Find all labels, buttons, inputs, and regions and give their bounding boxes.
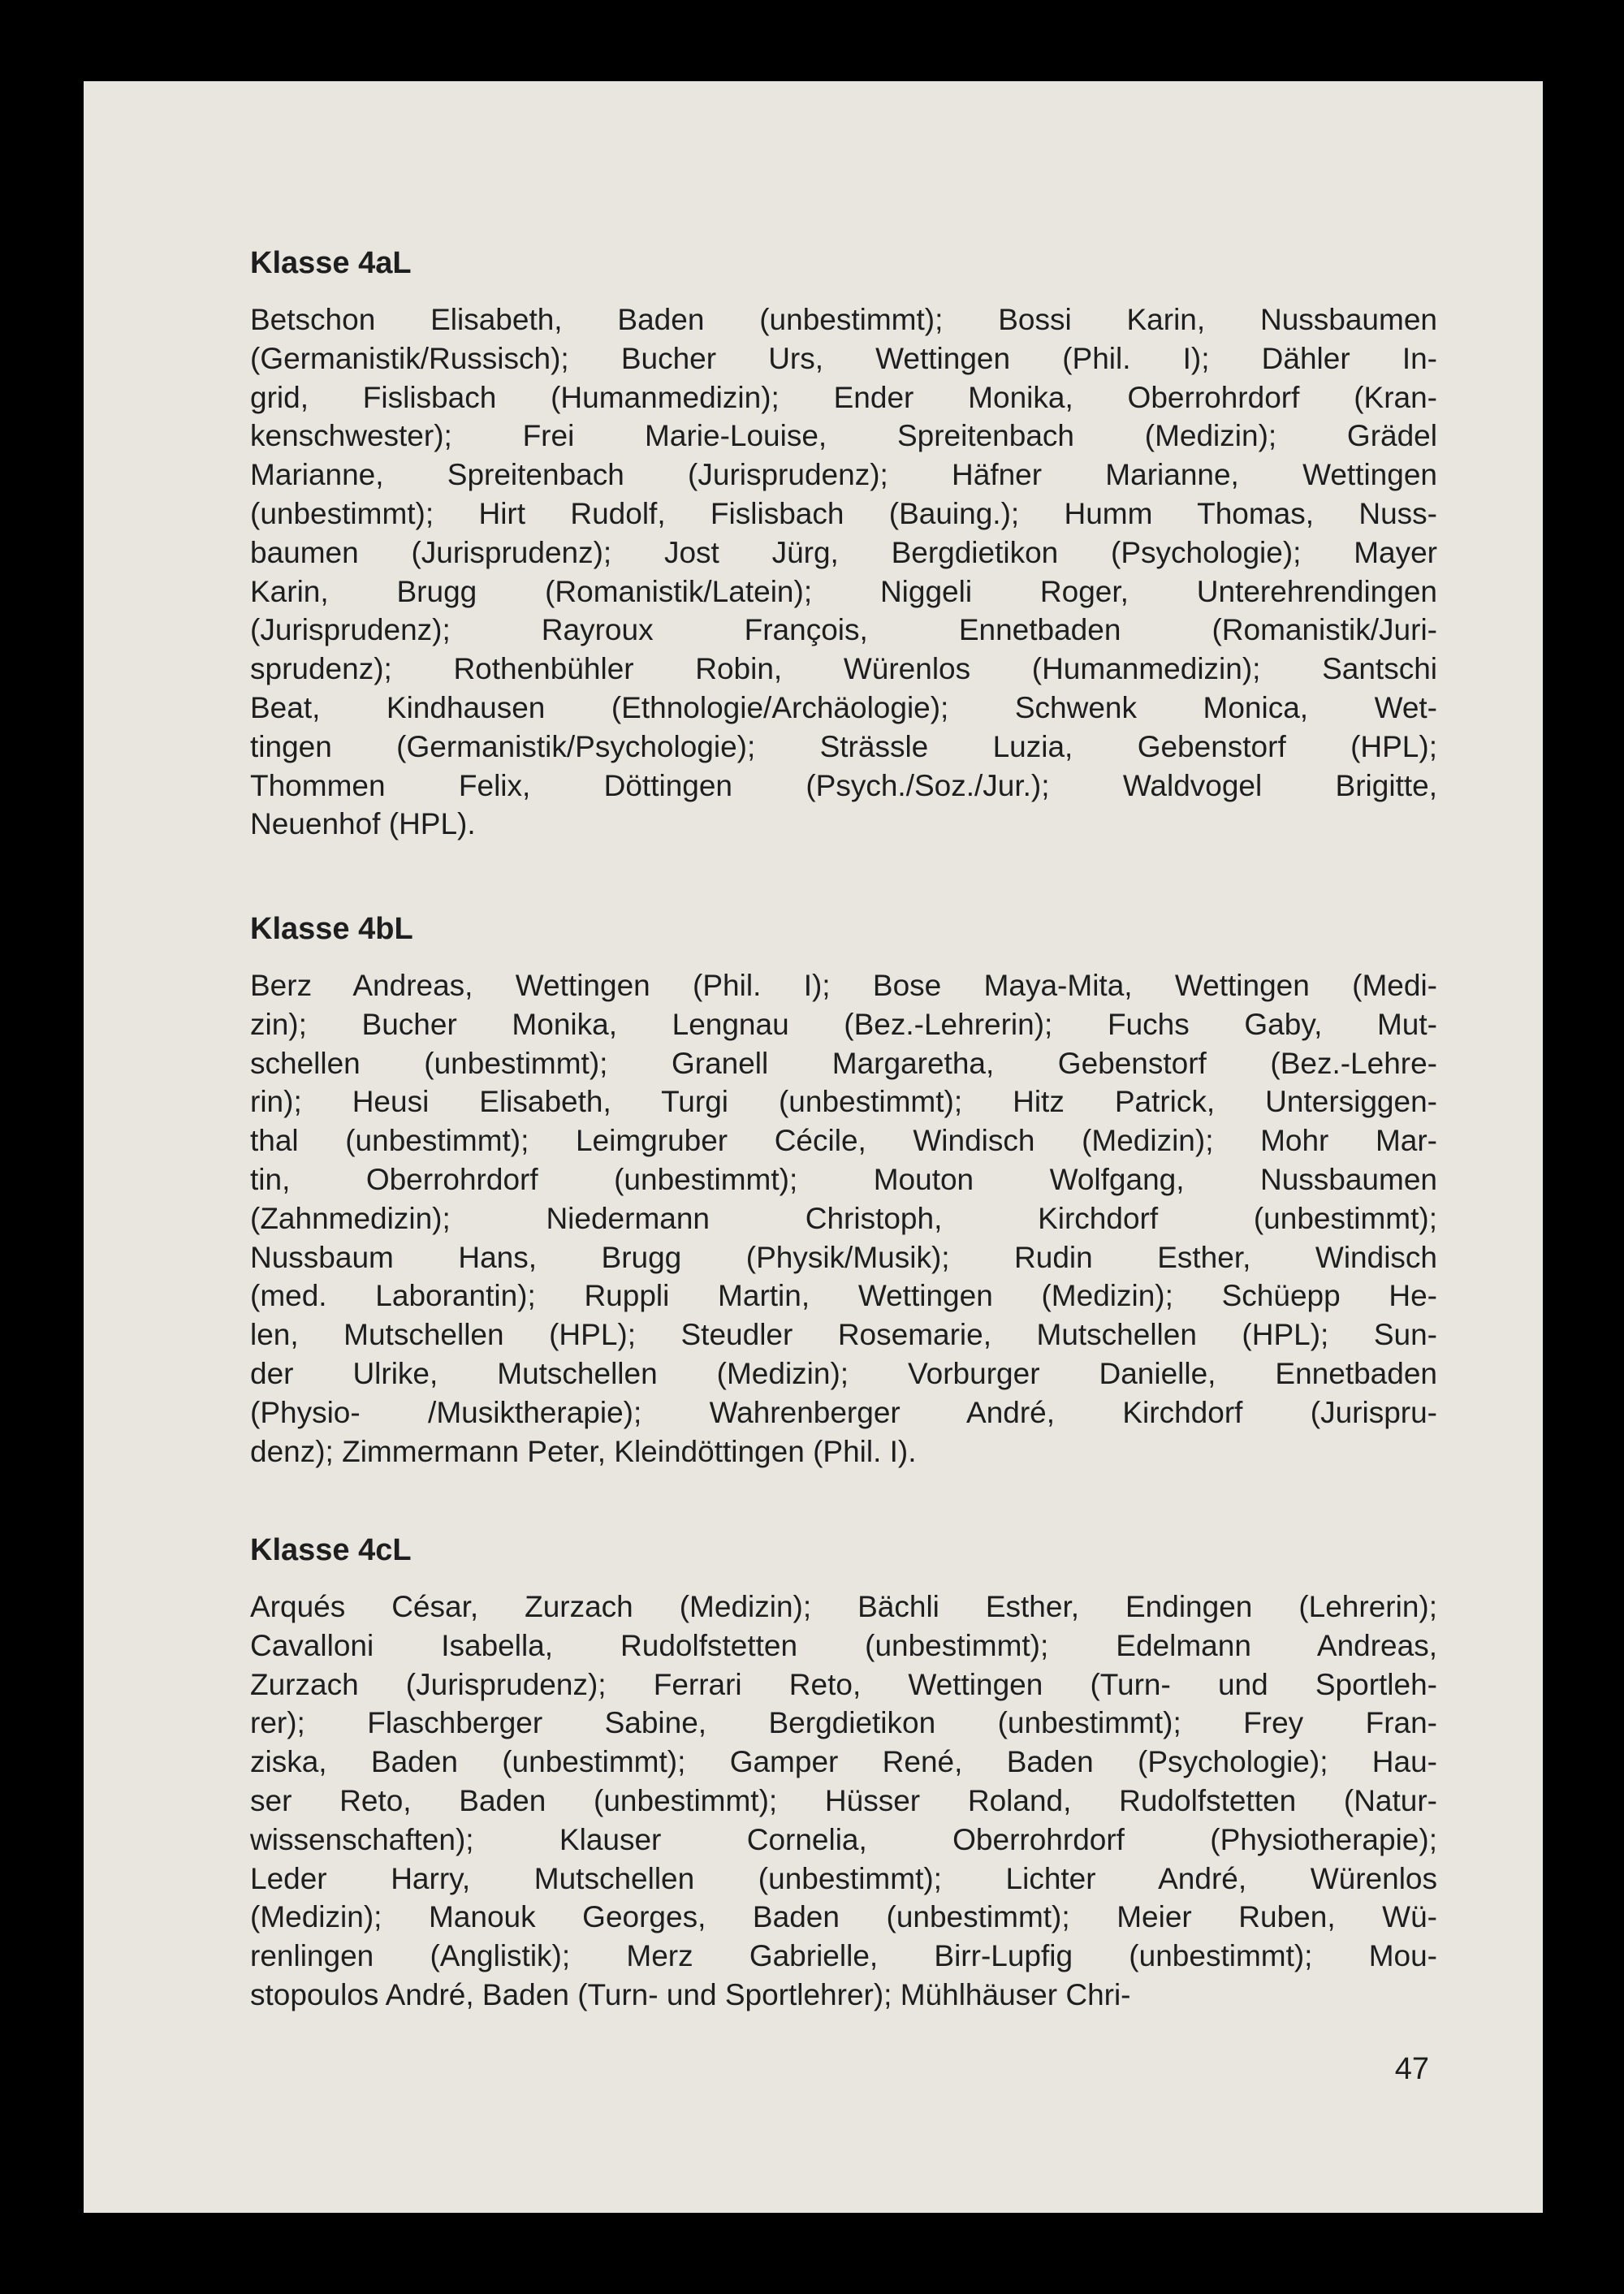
- body-line: rin); Heusi Elisabeth, Turgi (unbestimmt); Hitz Patrick, Untersiggen-: [250, 1085, 1437, 1119]
- section-body-klasse-4bl: [250, 966, 1437, 1471]
- body-line: Neuenhof (HPL).: [250, 807, 476, 841]
- body-line: der Ulrike, Mutschellen (Medizin); Vorburger Danielle, Ennetbaden: [250, 1356, 1437, 1390]
- body-line: denz); Zimmermann Peter, Kleindöttingen (Phil. I).: [250, 1434, 917, 1468]
- body-line: Beat, Kindhausen (Ethnologie/Archäologie); Schwenk Monica, Wet-: [250, 690, 1437, 724]
- body-line: Marianne, Spreitenbach (Jurisprudenz); Häfner Marianne, Wettingen: [250, 458, 1437, 492]
- heading-klasse-4bl: Klasse 4bL: [250, 912, 413, 946]
- body-line: sprudenz); Rothenbühler Robin, Würenlos (Humanmedizin); Santschi: [250, 652, 1437, 686]
- body-line: grid, Fislisbach (Humanmedizin); Ender Monika, Oberrohrdorf (Kran-: [250, 380, 1437, 414]
- body-line: Zurzach (Jurisprudenz); Ferrari Reto, Wettingen (Turn- und Sportleh-: [250, 1667, 1437, 1701]
- body-line: Berz Andreas, Wettingen (Phil. I); Bose Maya-Mita, Wettingen (Medi-: [250, 969, 1437, 1002]
- body-line: ser Reto, Baden (unbestimmt); Hüsser Roland, Rudolfstetten (Natur-: [250, 1783, 1437, 1817]
- body-line: len, Mutschellen (HPL); Steudler Rosemarie, Mutschellen (HPL); Sun-: [250, 1318, 1437, 1352]
- body-line: (Physio- /Musiktherapie); Wahrenberger André, Kirchdorf (Jurispru-: [250, 1395, 1437, 1429]
- body-line: kenschwester); Frei Marie-Louise, Spreitenbach (Medizin); Grädel: [250, 419, 1437, 453]
- body-line: (Medizin); Manouk Georges, Baden (unbestimmt); Meier Ruben, Wü-: [250, 1900, 1437, 1934]
- body-line: schellen (unbestimmt); Granell Margaretha, Gebenstorf (Bez.-Lehre-: [250, 1046, 1437, 1080]
- body-line: (unbestimmt); Hirt Rudolf, Fislisbach (Bauing.); Humm Thomas, Nuss-: [250, 496, 1437, 530]
- page-number: 47: [1394, 2052, 1429, 2086]
- section-body-klasse-4al: [250, 300, 1437, 844]
- body-line: (Germanistik/Russisch); Bucher Urs, Wettingen (Phil. I); Dähler In-: [250, 341, 1437, 375]
- body-line: Karin, Brugg (Romanistik/Latein); Niggeli Roger, Unterehrendingen: [250, 574, 1437, 608]
- body-line: (Jurisprudenz); Rayroux François, Ennetbaden (Romanistik/Juri-: [250, 613, 1437, 647]
- body-line: Cavalloni Isabella, Rudolfstetten (unbestimmt); Edelmann Andreas,: [250, 1628, 1437, 1662]
- body-line: renlingen (Anglistik); Merz Gabrielle, Birr-Lupfig (unbestimmt); Mou-: [250, 1939, 1437, 1973]
- body-line: zin); Bucher Monika, Lengnau (Bez.-Lehrerin); Fuchs Gaby, Mut-: [250, 1007, 1437, 1041]
- body-line: Thommen Felix, Döttingen (Psych./Soz./Jur.); Waldvogel Brigitte,: [250, 768, 1437, 802]
- body-line: thal (unbestimmt); Leimgruber Cécile, Windisch (Medizin); Mohr Mar-: [250, 1124, 1437, 1158]
- body-line: ziska, Baden (unbestimmt); Gamper René, Baden (Psychologie); Hau-: [250, 1745, 1437, 1779]
- body-line: (med. Laborantin); Ruppli Martin, Wettingen (Medizin); Schüepp He-: [250, 1279, 1437, 1313]
- body-line: wissenschaften); Klauser Cornelia, Oberrohrdorf (Physiotherapie);: [250, 1822, 1437, 1856]
- body-line: stopoulos André, Baden (Turn- und Sportlehrer); Mühlhäuser Chri-: [250, 1977, 1131, 2011]
- body-line: rer); Flaschberger Sabine, Bergdietikon (unbestimmt); Frey Fran-: [250, 1706, 1437, 1740]
- heading-klasse-4cl: Klasse 4cL: [250, 1533, 412, 1567]
- body-line: Leder Harry, Mutschellen (unbestimmt); Lichter André, Würenlos: [250, 1861, 1437, 1895]
- section-body-klasse-4cl: [250, 1588, 1437, 2015]
- heading-klasse-4al: Klasse 4aL: [250, 246, 412, 280]
- body-line: (Zahnmedizin); Niedermann Christoph, Kirchdorf (unbestimmt);: [250, 1201, 1437, 1235]
- body-line: Arqués César, Zurzach (Medizin); Bächli Esther, Endingen (Lehrerin);: [250, 1590, 1437, 1623]
- body-line: Betschon Elisabeth, Baden (unbestimmt); Bossi Karin, Nussbaumen: [250, 303, 1437, 336]
- body-line: baumen (Jurisprudenz); Jost Jürg, Bergdietikon (Psychologie); Mayer: [250, 535, 1437, 569]
- body-line: tin, Oberrohrdorf (unbestimmt); Mouton Wolfgang, Nussbaumen: [250, 1162, 1437, 1196]
- body-line: tingen (Germanistik/Psychologie); Strässle Luzia, Gebenstorf (HPL);: [250, 729, 1437, 763]
- body-line: Nussbaum Hans, Brugg (Physik/Musik); Rudin Esther, Windisch: [250, 1240, 1437, 1274]
